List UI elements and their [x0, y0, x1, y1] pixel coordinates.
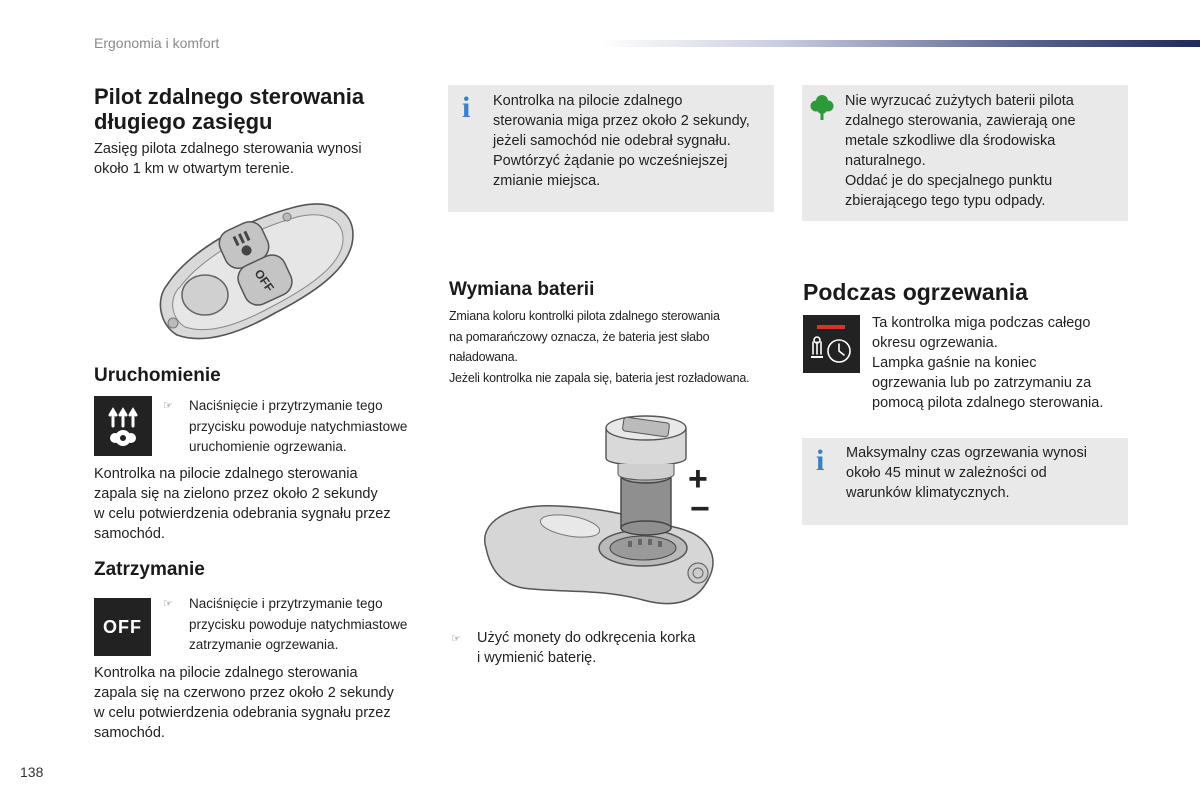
text-line: Kontrolka na pilocie zdalnego sterowania: [94, 466, 358, 482]
text-line: okresu ogrzewania.: [872, 335, 998, 351]
heater-start-icon: [94, 396, 152, 456]
text-line: Naciśnięcie i przytrzymanie tego: [189, 596, 383, 611]
text-line: na pomarańczowy oznacza, że bateria jest słabo: [449, 329, 710, 344]
text-line: zatrzymanie ogrzewania.: [189, 637, 339, 652]
text-line: pomocą pilota zdalnego sterowania.: [872, 395, 1104, 411]
battery-minus-sign: −: [690, 490, 710, 528]
text-line: samochód.: [94, 526, 165, 542]
remote-fob-illustration: [155, 195, 365, 360]
page-title: [94, 84, 364, 134]
text-line: Ta kontrolka miga podczas całego: [872, 315, 1091, 331]
text-line: Lampka gaśnie na koniec: [872, 355, 1037, 371]
battery-bullet-text: [477, 628, 695, 668]
text-line: Jeżeli kontrolka nie zapala się, bateria jest rozładowana.: [449, 370, 750, 385]
stop-bullet-text: [189, 594, 407, 656]
max-time-text: [846, 443, 1121, 503]
text-line: zapala się na czerwono przez około 2 sekundy: [94, 685, 394, 701]
range-line: około 1 km w otwartym terenie.: [94, 161, 294, 177]
environment-text: [845, 91, 1125, 211]
text-line: Użyć monety do odkręcenia korka: [477, 630, 696, 646]
off-icon: [94, 598, 151, 656]
finger-pointer-icon: ☞: [163, 400, 173, 412]
text-line: około 45 minut w zależności od: [846, 465, 1047, 481]
text-line: Powtórzyć żądanie po wcześniejszej: [493, 153, 728, 169]
battery-heading: Wymiana baterii: [449, 279, 595, 300]
text-line: i wymienić baterię.: [477, 650, 597, 666]
finger-pointer-icon: ☞: [451, 633, 461, 645]
heating-heading: Podczas ogrzewania: [803, 279, 1028, 305]
header-gradient-bar: [600, 40, 1200, 47]
heating-timer-icon: [803, 315, 860, 373]
battery-replacement-illustration: [478, 408, 723, 618]
text-line: Naciśnięcie i przytrzymanie tego: [189, 398, 383, 413]
page-number: 138: [20, 764, 44, 780]
signal-info-text: [493, 91, 768, 191]
page-title-line-1: Pilot zdalnego sterowania: [94, 84, 365, 109]
indicator-light: [817, 325, 845, 329]
start-bullet-text: [189, 396, 407, 458]
stop-heading: Zatrzymanie: [94, 559, 205, 580]
text-line: przycisku powoduje natychmiastowe: [189, 616, 408, 632]
text-line: samochód.: [94, 725, 165, 741]
text-line: Oddać je do specjalnego punktu: [845, 173, 1053, 189]
tree-icon: [810, 93, 834, 121]
text-line: w celu potwierdzenia odebrania sygnału przez: [94, 506, 391, 522]
text-line: metale szkodliwe dla środowiska: [845, 133, 1056, 149]
text-line: Zmiana koloru kontrolki pilota zdalnego sterowania: [449, 309, 720, 323]
text-line: sterowania miga przez około 2 sekundy,: [493, 113, 750, 129]
off-icon-label: OFF: [103, 616, 142, 637]
range-line: Zasięg pilota zdalnego sterowania wynosi: [94, 141, 362, 157]
text-line: Maksymalny czas ogrzewania wynosi: [846, 445, 1087, 461]
text-line: w celu potwierdzenia odebrania sygnału przez: [94, 705, 391, 721]
text-line: warunków klimatycznych.: [846, 485, 1010, 501]
battery-plus-sign: +: [688, 460, 708, 498]
text-line: Kontrolka na pilocie zdalnego sterowania: [94, 665, 358, 681]
off-button-label: OFF: [251, 266, 277, 295]
start-heading: Uruchomienie: [94, 365, 221, 386]
blank-button: [182, 275, 228, 315]
text-line: Nie wyrzucać zużytych baterii pilota: [845, 93, 1074, 109]
battery-text: [449, 306, 749, 388]
text-line: zdalnego sterowania, zawierają one: [845, 113, 1076, 129]
range-text: [94, 139, 362, 179]
text-line: naładowana.: [449, 350, 518, 364]
text-line: zmianie miejsca.: [493, 173, 601, 189]
text-line: uruchomienie ogrzewania.: [189, 439, 347, 454]
heating-text: [872, 313, 1103, 413]
finger-pointer-icon: ☞: [163, 598, 173, 610]
text-line: Kontrolka na pilocie zdalnego: [493, 93, 683, 109]
text-line: przycisku powoduje natychmiastowe: [189, 418, 408, 434]
info-icon: i: [462, 91, 471, 124]
info-icon: i: [816, 444, 825, 477]
signal-info-box: [448, 85, 774, 212]
environment-box: [802, 85, 1128, 221]
text-line: ogrzewania lub po zatrzymaniu za: [872, 375, 1092, 391]
start-description: [94, 464, 391, 544]
text-line: zapala się na zielono przez około 2 sekundy: [94, 486, 378, 502]
text-line: zbierającego tego typu odpady.: [845, 193, 1046, 209]
text-line: naturalnego.: [845, 153, 926, 169]
section-title: Ergonomia i komfort: [94, 35, 220, 51]
text-line: jeżeli samochód nie odebrał sygnału.: [493, 133, 731, 149]
max-time-info-box: [802, 438, 1128, 525]
stop-description: [94, 663, 394, 743]
page-title-line-2: długiego zasięgu: [94, 109, 273, 134]
